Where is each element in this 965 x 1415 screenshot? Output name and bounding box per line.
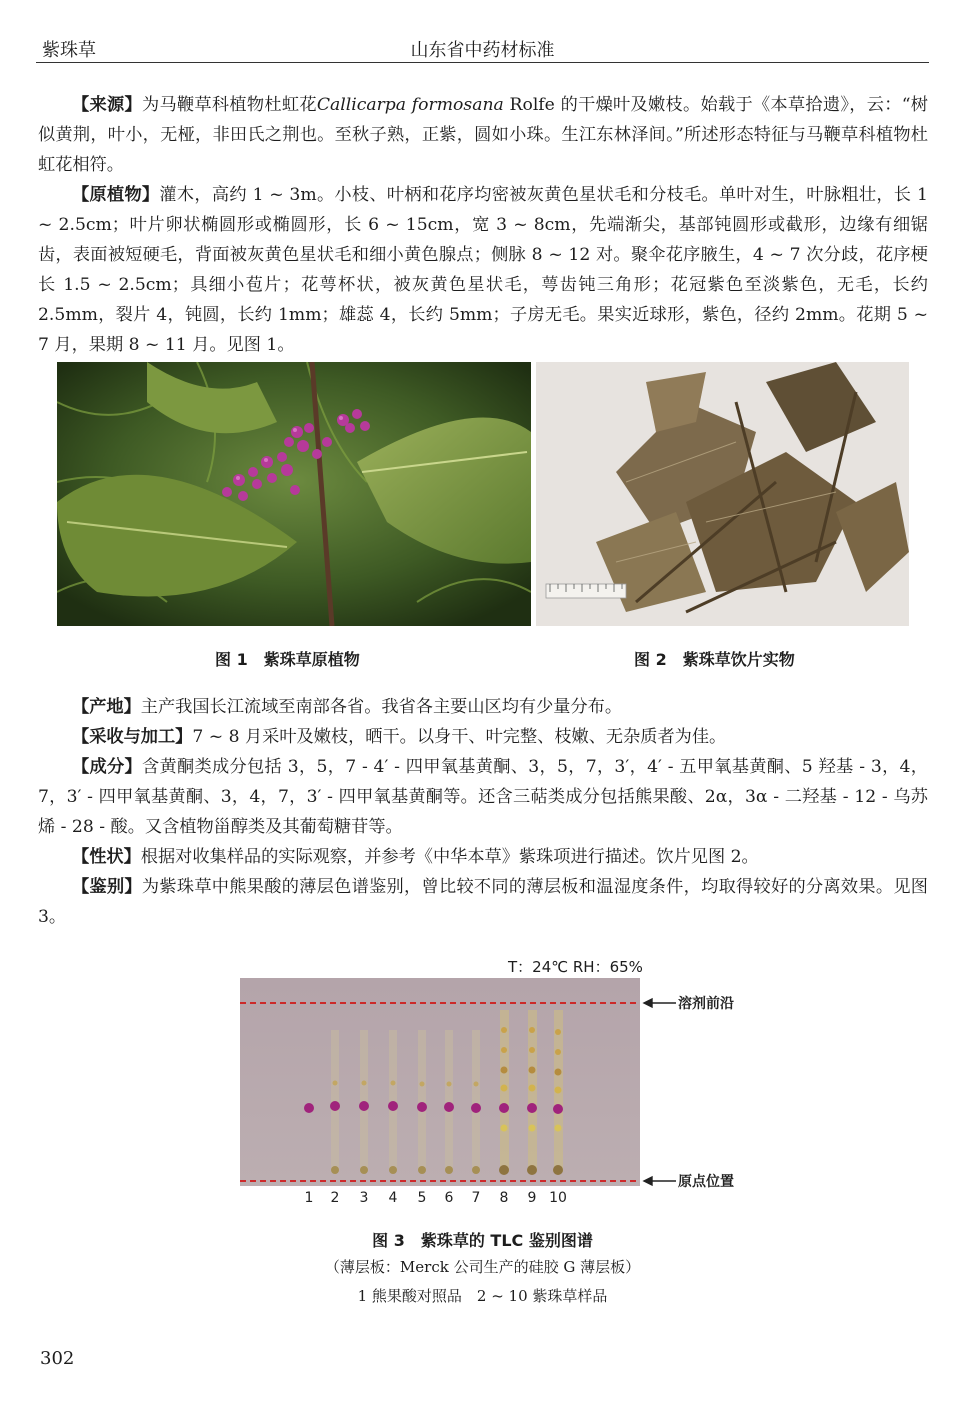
lane-1-spot: [304, 1103, 314, 1113]
figure-3-legend: 1 熊果酸对照品 2 ~ 10 紫珠草样品: [357, 1287, 608, 1305]
lane-4: [388, 1030, 398, 1174]
figure-3-note: （薄层板：Merck 公司生产的硅胶 G 薄层板）: [324, 1258, 641, 1276]
dried-herb-illustration: [536, 362, 909, 626]
lane-label-7: 7: [471, 1190, 481, 1206]
term-source: 【来源】: [72, 95, 142, 115]
section-properties: [38, 842, 928, 872]
section-identification: [38, 872, 928, 932]
page-number: 302: [40, 1348, 75, 1369]
term-processing: 【采收与加工】: [72, 727, 193, 747]
section-processing: [38, 722, 928, 752]
header-divider: [36, 62, 929, 63]
term-plant: 【原植物】: [72, 185, 160, 205]
text-block-middle: [38, 692, 928, 932]
lane-2: [330, 1030, 340, 1174]
lane-label-10: 10: [549, 1190, 567, 1206]
lane-label-3: 3: [359, 1190, 369, 1206]
figure-1-caption: 图 1 紫珠草原植物: [215, 650, 360, 669]
lane-label-9: 9: [527, 1190, 537, 1206]
running-header-title: 紫珠草: [42, 40, 96, 61]
lane-label-1: 1: [304, 1190, 314, 1206]
term-identification: 【鉴别】: [72, 877, 142, 897]
plant-photo-illustration: [57, 362, 531, 626]
lane-label-4: 4: [388, 1190, 398, 1206]
origin-text: 主产我国长江流域至南部各省。我省各主要山区均有少量分布。: [140, 697, 623, 717]
term-origin: 【产地】: [72, 697, 141, 717]
processing-text: 7 ~ 8 月采叶及嫩枝，晒干。以身干、叶完整、枝嫩、无杂质者为佳。: [192, 727, 727, 747]
latin-name: Callicarpa formosana: [316, 95, 504, 115]
lane-8: [499, 1010, 509, 1175]
term-components: 【成分】: [72, 757, 142, 777]
term-properties: 【性状】: [72, 847, 141, 867]
solvent-front-label: 溶剂前沿: [678, 996, 734, 1012]
origin-arrowhead: [644, 1177, 652, 1185]
running-header-book: 山东省中药材标准: [410, 40, 555, 61]
section-components: [38, 752, 928, 842]
tlc-figure: [230, 970, 770, 1210]
origin-label: 原点位置: [678, 1174, 734, 1190]
lane-5: [417, 1030, 427, 1174]
lane-10: [553, 1010, 563, 1175]
lane-label-5: 5: [417, 1190, 427, 1206]
lane-9: [527, 1010, 537, 1175]
lane-3: [359, 1030, 369, 1174]
lane-label-8: 8: [499, 1190, 509, 1206]
solvent-front-arrowhead: [644, 999, 652, 1007]
source-text-a: 为马鞭草科植物杜虹花: [141, 95, 317, 115]
lane-6: [444, 1030, 454, 1174]
section-plant: [38, 180, 928, 360]
identification-text: 为紫珠草中熊果酸的薄层色谱鉴别，曾比较不同的薄层板和温湿度条件，均取得较好的分离效果。见图 3。: [38, 877, 928, 927]
section-origin: [38, 692, 928, 722]
section-source: [38, 90, 928, 180]
plant-text: 灌木，高约 1 ~ 3m。小枝、叶柄和花序均密被灰黄色星状毛和分枝毛。单叶对生，叶脉粗壮，长 1 ~ 2.5cm；叶片卵状椭圆形或椭圆形，长 6 ~ 15cm，宽 3 ~ 8cm，先端渐尖，基部钝圆形或截形，边缘有细锯齿，表面被短硬毛，背面被灰黄色星状毛和细小黄色腺点；侧脉 8 ~ 12 对。聚伞花序腋生，4 ~ 7 次分歧，花序梗长 1.5 ~ 2.5cm；具细小苞片；花萼杯状，被灰黄色星状毛，萼齿钝三角形；花冠紫色至淡紫色，无毛，长约 2.5mm，裂片 4，钝圆，长约 1mm；雄蕊 4，长约 5mm；子房无毛。果实近球形，紫色，径约 2mm。花期 5 ~ 7 月，果期 8 ~ 11 月。见图 1。: [38, 185, 928, 355]
tlc-plate: [240, 978, 640, 1186]
properties-text: 根据对收集样品的实际观察，并参考《中华本草》紫珠项进行描述。饮片见图 2。: [140, 847, 759, 867]
figure-3-caption: 图 3 紫珠草的 TLC 鉴别图谱: [372, 1231, 593, 1250]
text-block-top: [38, 90, 928, 360]
tlc-conditions: T：24℃ RH：65%: [508, 958, 643, 976]
figure-2-photo: [536, 362, 909, 626]
lane-number-labels: [305, 1190, 567, 1206]
lane-label-6: 6: [444, 1190, 454, 1206]
components-text: 含黄酮类成分包括 3，5，7 - 4′ - 四甲氧基黄酮、3，5，7，3′，4′ - 五甲氧基黄酮、5 羟基 - 3，4，7，3′ - 四甲氧基黄酮、3，4，7，3′ - 四甲氧基黄酮等。还含三萜类成分包括熊果酸、2α，3α - 二羟基 - 12 - 乌苏烯 - 28 - 酸。又含植物甾醇类及其葡萄糖苷等。: [38, 757, 928, 837]
figure-2-caption: 图 2 紫珠草饮片实物: [634, 650, 795, 669]
figure-1-photo: [57, 362, 531, 626]
source-text-b: Rolfe 的干燥叶及嫩枝。始载于《本草拾遗》，云：“树似黄荆，叶小，无桠，非田氏之荆也。至秋子熟，正紫，圆如小珠。生江东林泽间。”所述形态特征与马鞭草科植物杜虹花相符。: [38, 95, 928, 175]
lane-label-2: 2: [330, 1190, 340, 1206]
lane-7: [471, 1030, 481, 1174]
